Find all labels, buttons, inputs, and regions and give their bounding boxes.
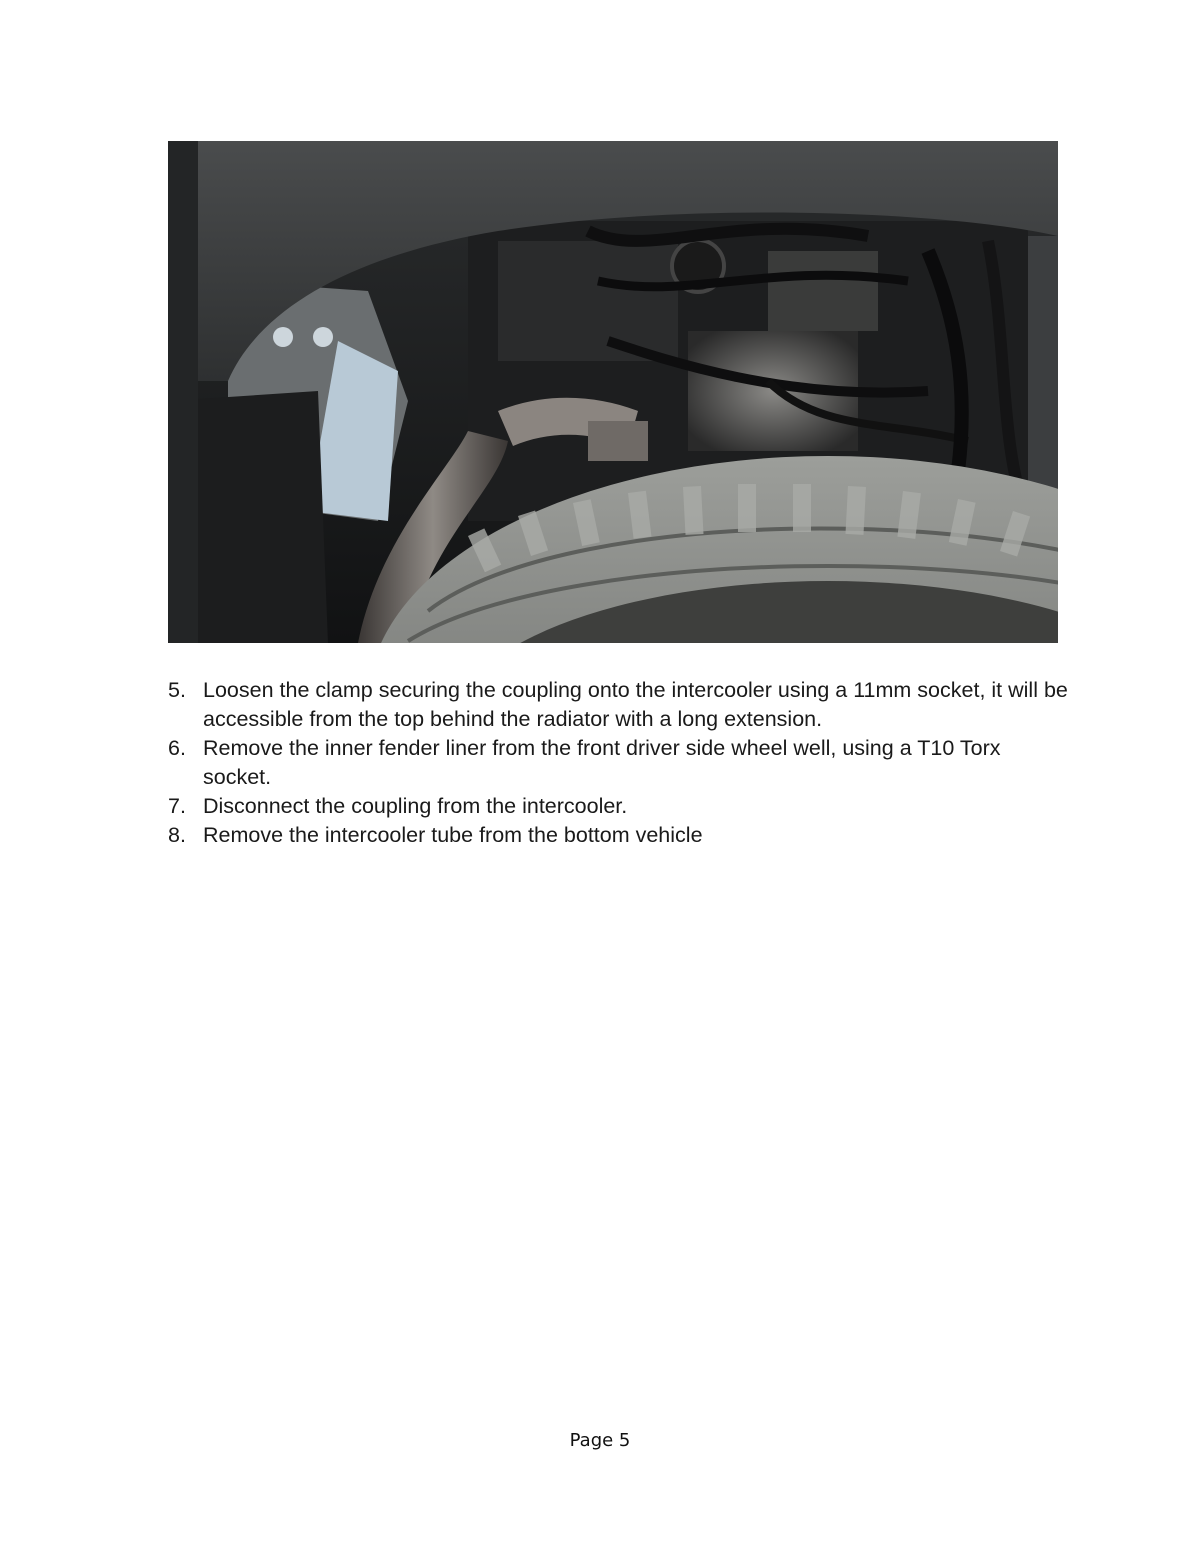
step-text: Remove the intercooler tube from the bottom vehicle	[203, 823, 703, 847]
step-number: 8.	[168, 823, 186, 847]
list-item	[168, 734, 1068, 792]
step-number: 5.	[168, 678, 186, 702]
list-item	[168, 676, 1068, 734]
step-number: 6.	[168, 736, 186, 760]
page-footer	[0, 1430, 1200, 1451]
list-item	[168, 821, 1068, 850]
step-text: Disconnect the coupling from the intercooler.	[203, 794, 628, 818]
engine-bay-photo	[168, 141, 1058, 643]
list-item	[168, 792, 1068, 821]
step-text: Remove the inner fender liner from the front driver side wheel well, using a T10 Torx socket.	[203, 736, 1001, 789]
photo-illustration	[168, 141, 1058, 643]
instruction-steps	[168, 676, 1068, 850]
step-number: 7.	[168, 794, 186, 818]
page-number: Page 5	[569, 1430, 631, 1451]
step-text: Loosen the clamp securing the coupling onto the intercooler using a 11mm socket, it will be accessible from the top behind the radiator with a long extension.	[203, 678, 1068, 731]
